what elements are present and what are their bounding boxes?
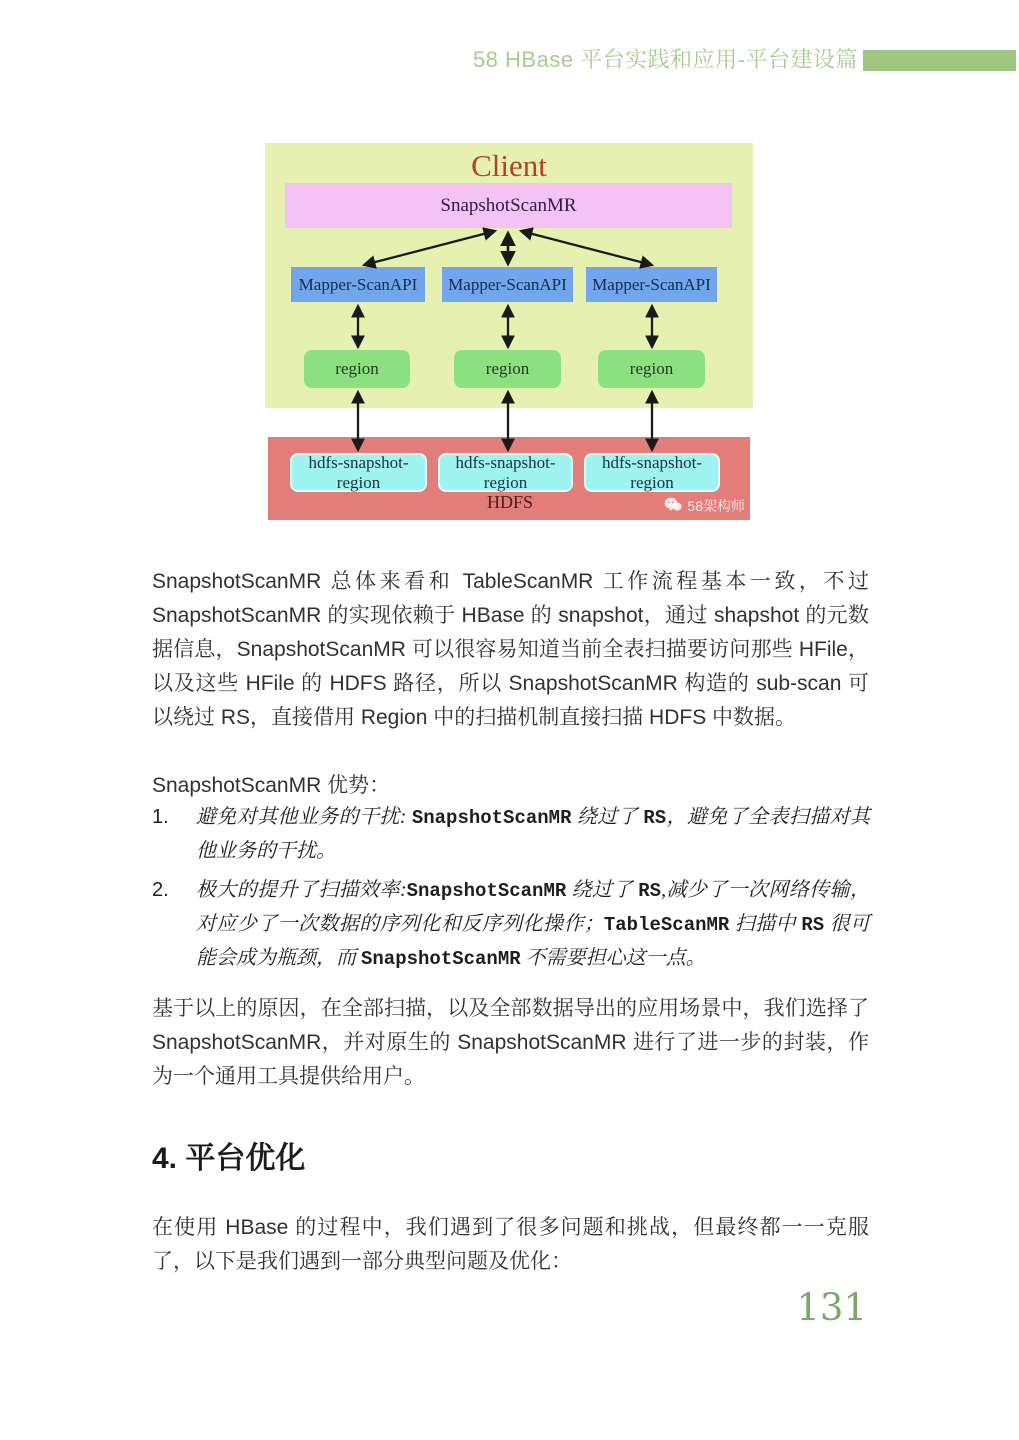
mapper-scanapi-box: Mapper-ScanAPI <box>586 267 717 302</box>
header-accent-bar <box>863 50 1016 71</box>
mapper-scanapi-box: Mapper-ScanAPI <box>291 267 425 302</box>
wechat-logo-icon <box>664 497 682 515</box>
list-item-text: 极大的提升了扫描效率:SnapshotScanMR 绕过了 RS,减少了一次网络传输，对应少了一次数据的序列化和反序列化操作；TableScanMR 扫描中 RS 很可能会成为瓶颈，而 SnapshotScanMR 不需要担心这一点。 <box>196 879 871 970</box>
list-item-number: 1. <box>152 806 169 828</box>
client-label: Client <box>471 148 547 183</box>
list-item <box>152 874 870 976</box>
hdfs-label: HDFS <box>486 492 534 512</box>
region-box: region <box>598 350 705 388</box>
hdfs-snapshot-region-box: hdfs-snapshot-region <box>584 453 720 492</box>
hdfs-snapshot-region-box: hdfs-snapshot-region <box>290 453 427 492</box>
list-item-text: 避免对其他业务的干扰: SnapshotScanMR 绕过了 RS，避免了全表扫描对其他业务的干扰。 <box>196 806 871 862</box>
list-item-number: 2. <box>152 879 169 901</box>
region-box: region <box>304 350 410 388</box>
header-title: 58 HBase 平台实践和应用-平台建设篇 <box>472 47 858 72</box>
watermark <box>664 496 745 516</box>
section-heading-platform-optimization: 4. 平台优化 <box>152 1142 306 1175</box>
hdfs-snapshot-region-box: hdfs-snapshot-region <box>438 453 573 492</box>
advantages-title: SnapshotScanMR 优势： <box>152 774 391 797</box>
paragraph-section-intro: 在使用 HBase 的过程中，我们遇到了很多问题和挑战，但最终都一一克服了，以下是我们遇到一部分典型问题及优化： <box>152 1216 869 1273</box>
snapshot-scanmr-box: SnapshotScanMR <box>285 183 732 228</box>
page-number: 131 <box>796 1286 867 1329</box>
region-box: region <box>454 350 561 388</box>
advantages-list <box>152 801 870 982</box>
paragraph-conclusion: 基于以上的原因，在全部扫描，以及全部数据导出的应用场景中，我们选择了 SnapshotScanMR，并对原生的 SnapshotScanMR 进行了进一步的封装，作为一个通用工具提供给用户。 <box>152 997 869 1088</box>
paragraph-snapshotscanmr-overview: SnapshotScanMR 总体来看和 TableScanMR 工作流程基本一致，不过 SnapshotScanMR 的实现依赖于 HBase 的 snapshot，通过 shapshot 的元数据信息，SnapshotScanMR 可以很容易知道当前全表扫描要访问那些 HFile，以及这些 HFile 的 HDFS 路径，所以 SnapshotScanMR 构造的 sub-scan 可以绕过 RS，直接借用 Region 中的扫描机制直接扫描 HDFS 中数据。 <box>152 570 869 729</box>
mapper-scanapi-box: Mapper-ScanAPI <box>442 267 573 302</box>
architecture-diagram <box>265 140 755 525</box>
list-item <box>152 801 870 868</box>
watermark-text: 58架构师 <box>687 498 745 514</box>
